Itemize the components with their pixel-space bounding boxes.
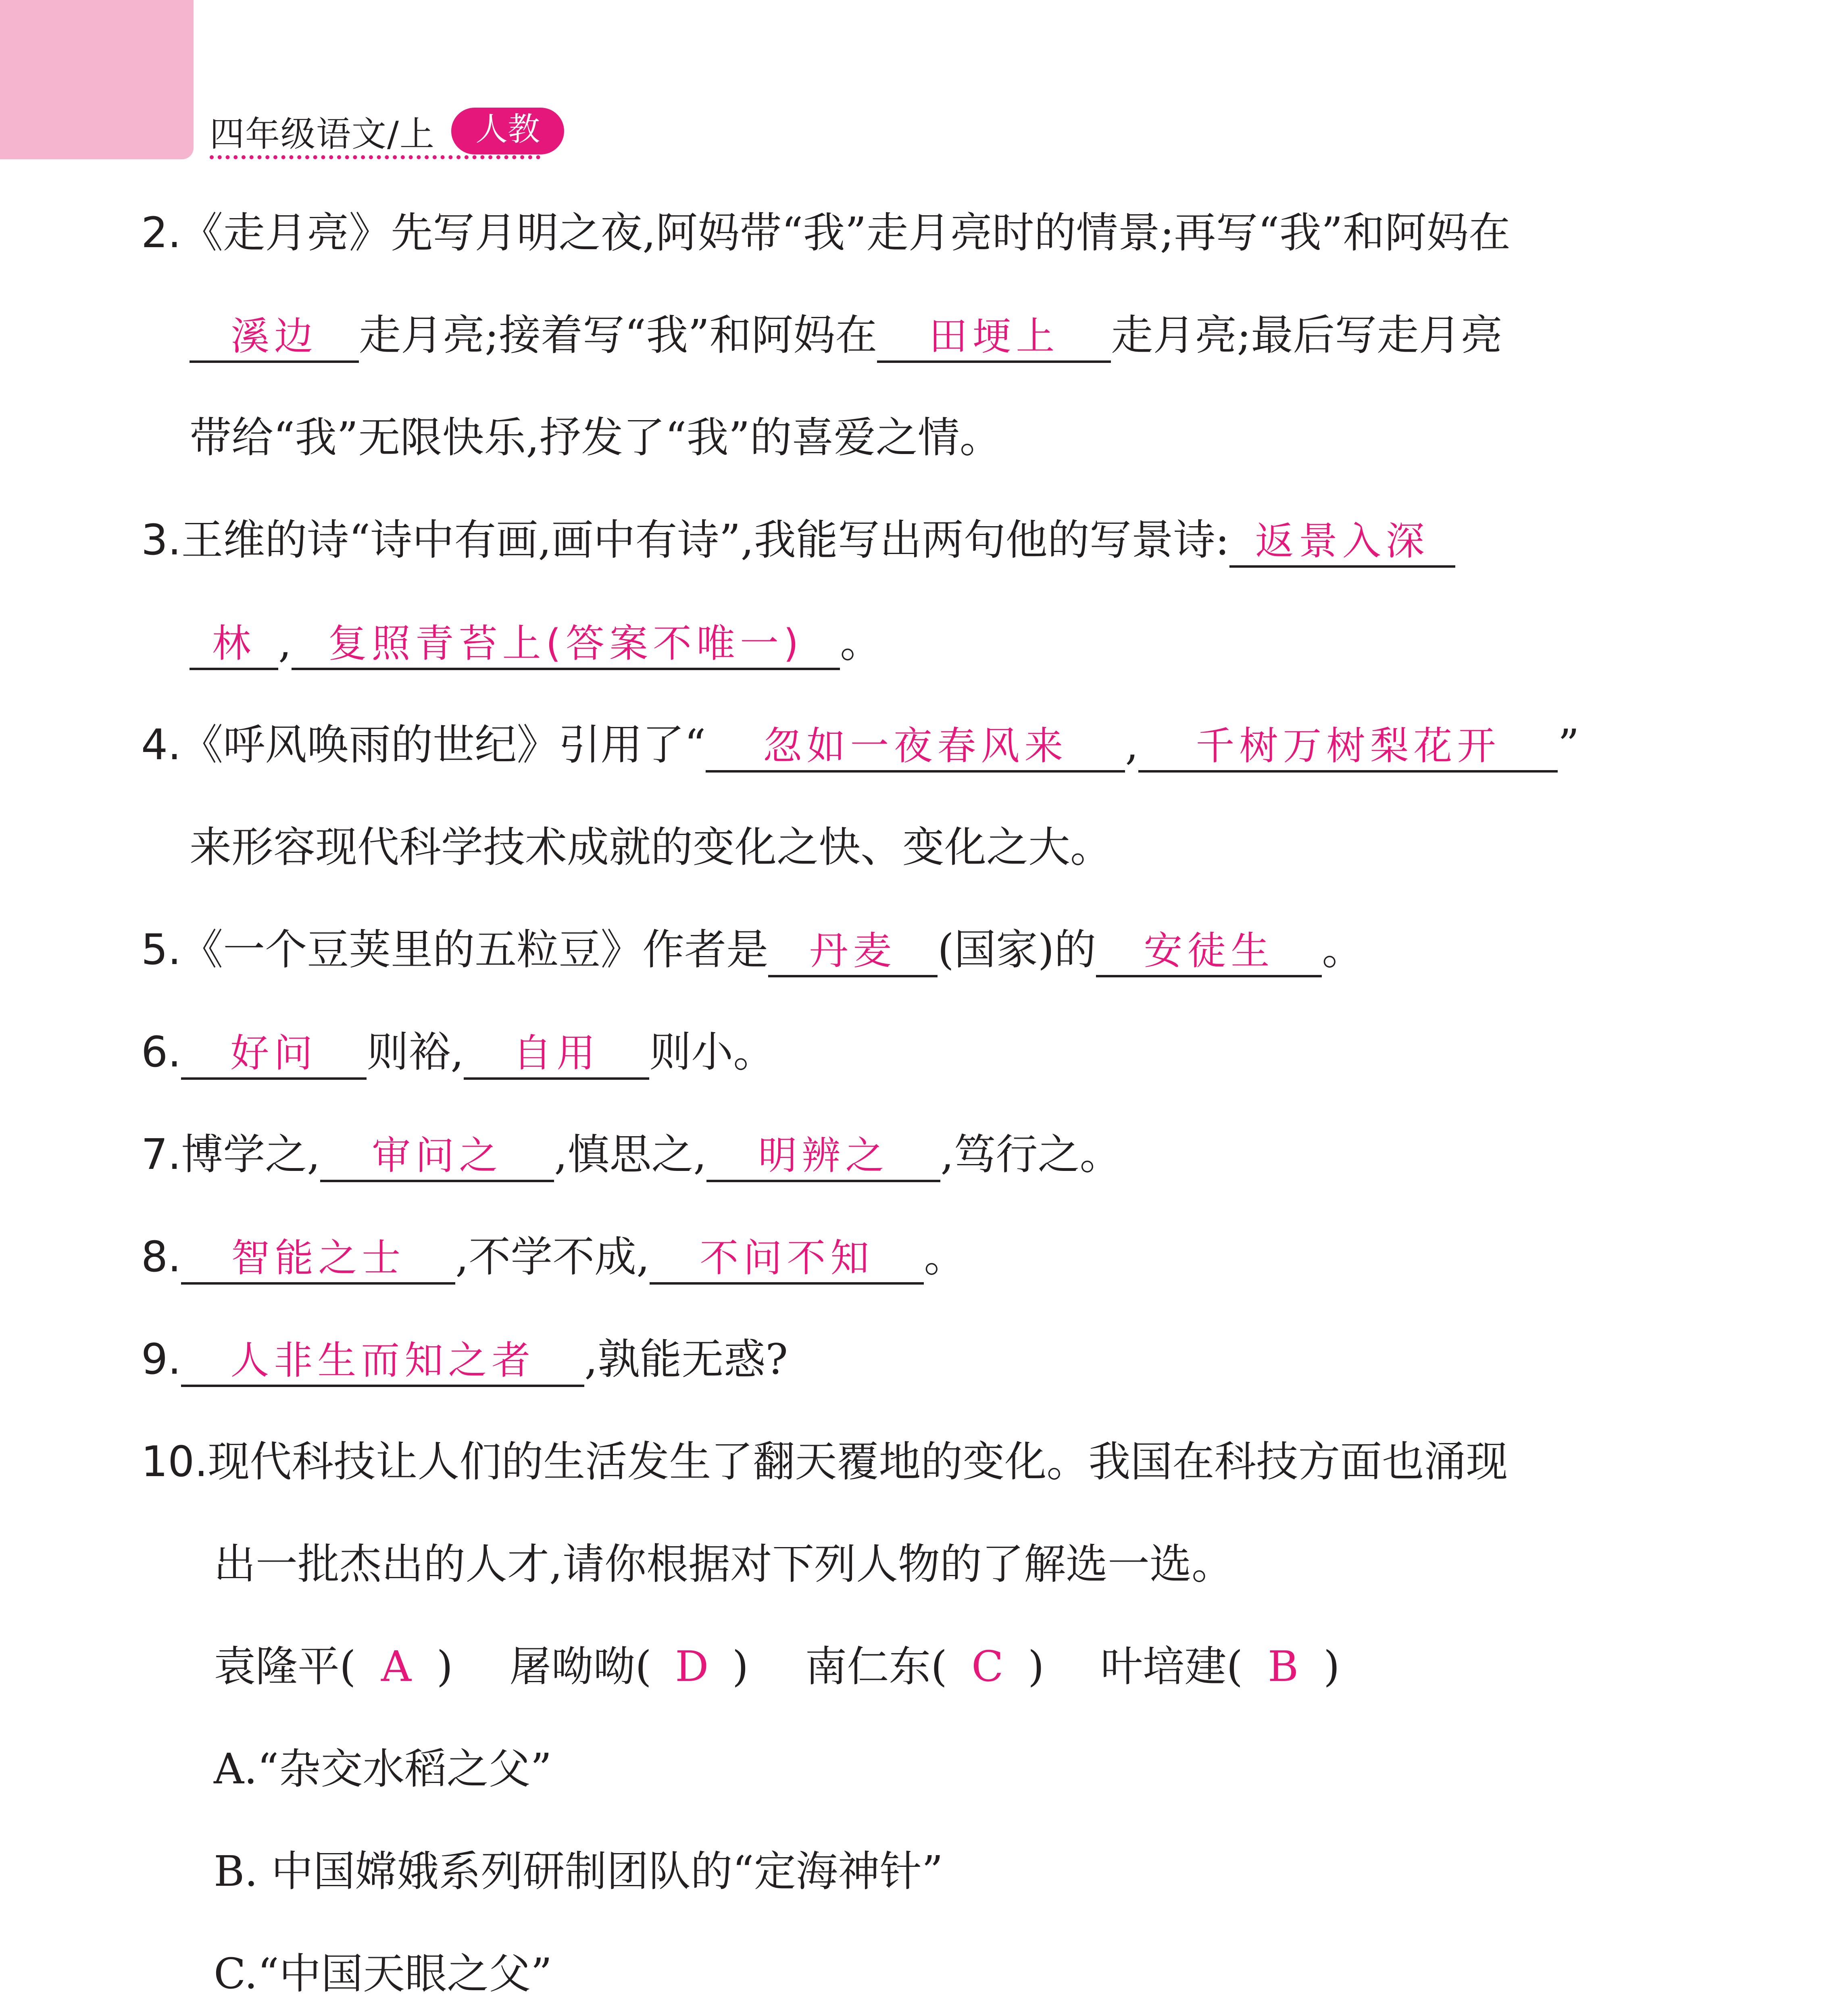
q6-number: 6. <box>141 1027 181 1077</box>
q4-text-2: , <box>1125 720 1139 769</box>
q2-answer-2: 田埂上 <box>877 312 1111 363</box>
q4-answer-2: 千树万树梨花开 <box>1138 722 1558 773</box>
q6-answer-2: 自用 <box>464 1029 649 1080</box>
q5-answer-1: 丹麦 <box>768 927 938 977</box>
q9-line <box>141 1308 1681 1410</box>
q6-text-2: 则小。 <box>649 1027 775 1077</box>
q10-line-2 <box>141 1513 1681 1615</box>
q3-text-1: 王维的诗“诗中有画,画中有诗”,我能写出两句他的写景诗: <box>181 515 1229 564</box>
q2-answer-1: 溪边 <box>190 312 359 363</box>
q3-text-2: , <box>278 618 292 667</box>
q8-number: 8. <box>141 1232 181 1281</box>
q6-line <box>141 1001 1681 1103</box>
option-text: A.“杂交水稻之父” <box>214 1744 552 1793</box>
q9-answer-1: 人非生而知之者 <box>181 1336 584 1387</box>
option-text: C.“中国天眼之父” <box>214 1949 552 1998</box>
person-name: 叶培建 <box>1100 1642 1227 1691</box>
q4-line-1 <box>141 694 1681 796</box>
q3-answer-2: 复照青苔上(答案不唯一) <box>292 619 840 670</box>
q8-line <box>141 1206 1681 1308</box>
q2-number: 2. <box>141 208 181 257</box>
q6-answer-1: 好问 <box>181 1029 367 1080</box>
q4-number: 4. <box>141 720 181 769</box>
q5-text-2: (国家)的 <box>938 925 1096 974</box>
q2-text-3: 走月亮;最后写走月亮 <box>1111 310 1503 360</box>
q10-option <box>141 1922 1681 2016</box>
q7-text-2: ,慎思之, <box>554 1130 707 1179</box>
person-answer: A <box>381 1642 412 1691</box>
option-text: B. 中国嫦娥系列研制团队的“定海神针” <box>214 1847 943 1896</box>
page-header <box>210 101 564 161</box>
person-answer: D <box>675 1642 709 1691</box>
person-name: 南仁东 <box>805 1642 931 1691</box>
q10-text-1: 现代科技让人们的生活发生了翻天覆地的变化。我国在科技方面也涌现 <box>208 1437 1508 1486</box>
q5-text-1: 《一个豆荚里的五粒豆》作者是 <box>181 925 769 974</box>
q5-answer-2: 安徒生 <box>1096 927 1322 977</box>
q3-answer-1a: 返景入深 <box>1229 517 1455 568</box>
q10-number: 10. <box>141 1437 208 1486</box>
q7-text-1: 博学之, <box>181 1130 321 1179</box>
q6-text-1: 则裕, <box>367 1027 464 1077</box>
person-name: 袁隆平 <box>214 1642 340 1691</box>
person-name: 屠呦呦 <box>509 1642 635 1691</box>
edition-badge: 人教 <box>451 108 564 154</box>
q7-number: 7. <box>141 1130 181 1179</box>
q10-option <box>141 1820 1681 1922</box>
q9-number: 9. <box>141 1335 181 1384</box>
q7-line <box>141 1103 1681 1206</box>
q3-number: 3. <box>141 515 181 564</box>
q5-text-3: 。 <box>1322 925 1364 974</box>
q5-number: 5. <box>141 925 181 974</box>
q7-answer-2: 明辨之 <box>706 1131 940 1182</box>
q10-option <box>141 1718 1681 1820</box>
q10-line-1 <box>141 1410 1681 1513</box>
q4-text-1: 《呼风唤雨的世纪》引用了“ <box>181 720 706 769</box>
person-answer: C <box>971 1642 1004 1691</box>
q8-text-1: ,不学不成, <box>455 1232 650 1281</box>
q8-answer-1: 智能之士 <box>181 1234 455 1285</box>
q2-text-1: 《走月亮》先写月明之夜,阿妈带“我”走月亮时的情景;再写“我”和阿妈在 <box>181 208 1511 257</box>
q2-line-2 <box>141 284 1681 386</box>
q8-text-2: 。 <box>924 1232 966 1281</box>
q4-answer-1: 忽如一夜春风来 <box>706 722 1125 773</box>
person-answer: B <box>1267 1642 1299 1691</box>
grade-label: 四年级语文/上 <box>210 114 435 154</box>
q3-line-1 <box>141 489 1681 591</box>
q7-answer-1: 审问之 <box>320 1131 554 1182</box>
q10-text-2: 出一批杰出的人才,请你根据对下列人物的了解选一选。 <box>214 1539 1234 1589</box>
q3-line-2 <box>141 591 1681 694</box>
header-dotted-divider <box>210 155 540 159</box>
corner-tab-decoration <box>0 0 194 159</box>
q9-text-1: ,孰能无惑? <box>584 1335 788 1384</box>
worksheet-content <box>141 181 1681 2016</box>
q5-line <box>141 898 1681 1001</box>
q3-answer-1b: 林 <box>190 619 278 670</box>
q2-text-4: 带给“我”无限快乐,抒发了“我”的喜爱之情。 <box>190 413 1002 462</box>
q8-answer-2: 不问不知 <box>650 1234 924 1285</box>
q3-text-3: 。 <box>840 618 882 667</box>
q4-text-3: ” <box>1558 720 1579 769</box>
q2-text-2: 走月亮;接着写“我”和阿妈在 <box>359 310 877 360</box>
q7-text-3: ,笃行之。 <box>940 1130 1122 1179</box>
q2-line-1 <box>141 181 1681 284</box>
q2-line-3 <box>141 386 1681 489</box>
q10-people-row: 袁隆平( A ) 屠呦呦( D ) 南仁东( C ) 叶培建( B ) <box>141 1615 1681 1718</box>
q4-line-2 <box>141 796 1681 898</box>
q4-text-4: 来形容现代科学技术成就的变化之快、变化之大。 <box>190 823 1113 872</box>
